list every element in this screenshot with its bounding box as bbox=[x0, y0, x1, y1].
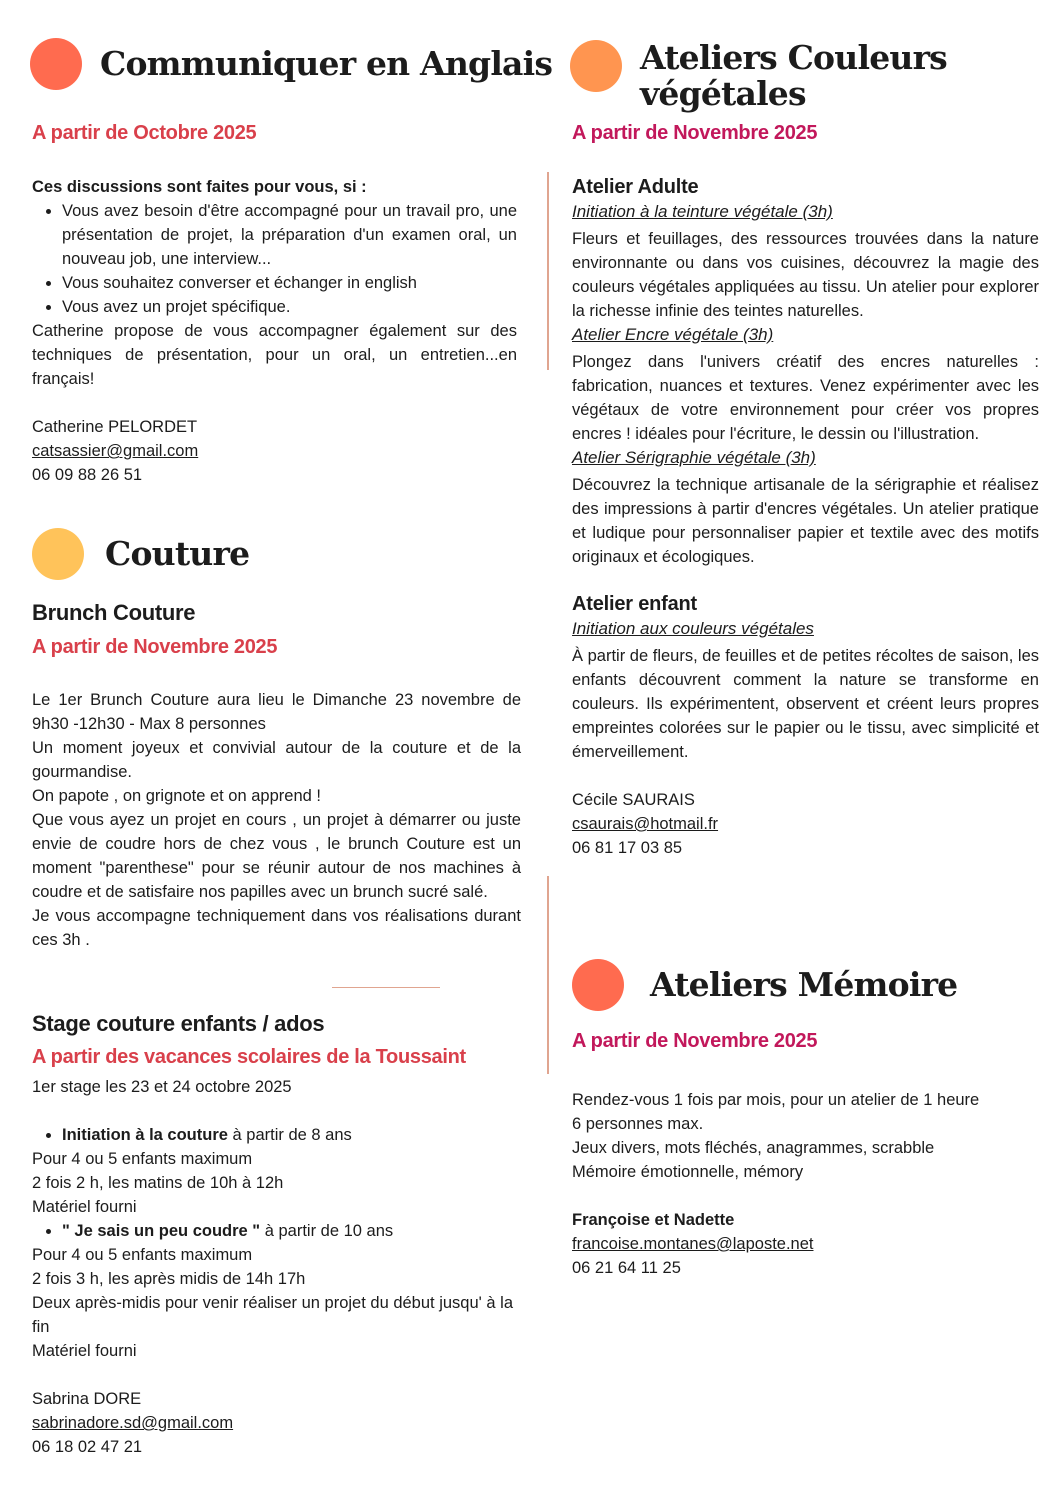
anglais-intro: Ces discussions sont faites pour vous, si : bbox=[32, 178, 367, 196]
workshop-text: Découvrez la technique artisanale de la sérigraphie et réalisez des impressions à partir d'encres végétales. Un atelier pratique et ludique pour personnaliser papier et textile avec des motifs originaux et écologiques. bbox=[572, 476, 1039, 566]
workshop-text: Plongez dans l'univers créatif des encres naturelles : fabrication, nuances et textures. Venez expérimenter avec les végétaux de votre environnement pour créer vos propres encres ! idéales pour l'écriture, le dessin ou l'illustration. bbox=[572, 353, 1039, 443]
couleurs-body bbox=[572, 174, 1039, 860]
email-link[interactable]: francoise.montanes@laposte.net bbox=[572, 1235, 814, 1253]
email-link[interactable]: sabrinadore.sd@gmail.com bbox=[32, 1414, 234, 1432]
email-link[interactable]: csaurais@hotmail.fr bbox=[572, 815, 719, 833]
vertical-rule bbox=[547, 876, 549, 1074]
contact-phone: 06 18 02 47 21 bbox=[32, 1438, 143, 1456]
email-link[interactable]: catsassier@gmail.com bbox=[32, 442, 199, 460]
anglais-title: Communiquer en Anglais bbox=[100, 44, 553, 83]
brunch-date: A partir de Novembre 2025 bbox=[32, 636, 278, 658]
memoire-date: A partir de Novembre 2025 bbox=[572, 1030, 818, 1052]
stage-date: A partir des vacances scolaires de la Toussaint bbox=[32, 1046, 466, 1068]
level1-rest: à partir de 8 ans bbox=[227, 1126, 352, 1144]
level1-line: Pour 4 ou 5 enfants maximum bbox=[32, 1150, 253, 1168]
couleurs-date: A partir de Novembre 2025 bbox=[572, 122, 818, 144]
stage-level2 bbox=[32, 1219, 521, 1243]
stage-level1 bbox=[32, 1123, 521, 1147]
memoire-title: Ateliers Mémoire bbox=[650, 965, 958, 1004]
workshop-title: Initiation à la teinture végétale (3h) bbox=[572, 202, 833, 221]
memoire-line: Jeux divers, mots fléchés, anagrammes, scrabble bbox=[572, 1139, 935, 1157]
level2-line: Matériel fourni bbox=[32, 1342, 137, 1360]
level2-line: Deux après-midis pour venir réaliser un projet du début jusqu' à la fin bbox=[32, 1294, 513, 1336]
level1-line: 2 fois 2 h, les matins de 10h à 12h bbox=[32, 1174, 284, 1192]
couture-heading bbox=[32, 528, 249, 580]
brunch-line: Que vous ayez un projet en cours , un projet à démarrer ou juste envie de coudre hors de chez vous , le brunch Couture est un moment "parenthese" pour se réunir autour de nos machines à coudre et de satisfaire nos papilles avec un brunch sucré salé. bbox=[32, 811, 521, 901]
level2-bold: " Je sais un peu coudre " bbox=[62, 1222, 261, 1240]
couleurs-title: Ateliers Couleurs végétales bbox=[640, 38, 947, 113]
coral-circle-icon bbox=[572, 959, 624, 1011]
stage-title: Stage couture enfants / ados bbox=[32, 1011, 325, 1036]
anglais-date: A partir de Octobre 2025 bbox=[32, 122, 257, 144]
stage-body bbox=[32, 1075, 521, 1459]
memoire-line: Mémoire émotionnelle, mémory bbox=[572, 1163, 804, 1181]
stage-first: 1er stage les 23 et 24 octobre 2025 bbox=[32, 1078, 292, 1096]
level1-bold: Initiation à la couture bbox=[62, 1126, 228, 1144]
contact-name: Sabrina DORE bbox=[32, 1390, 142, 1408]
list-item: • Vous avez besoin d'être accompagné pour un travail pro, une présentation de projet, la préparation d'un examen oral, un nouveau job, une interview... bbox=[62, 199, 517, 271]
memoire-line: Rendez-vous 1 fois par mois, pour un atelier de 1 heure bbox=[572, 1091, 980, 1109]
contact-phone: 06 81 17 03 85 bbox=[572, 839, 683, 857]
list-item bbox=[62, 1219, 521, 1243]
adult-title: Atelier Adulte bbox=[572, 176, 699, 198]
yellow-circle-icon bbox=[32, 528, 84, 580]
workshop-title: Initiation aux couleurs végétales bbox=[572, 619, 814, 638]
couleurs-heading bbox=[570, 40, 970, 112]
brunch-title: Brunch Couture bbox=[32, 600, 196, 625]
list-item bbox=[62, 1123, 521, 1147]
level1-line: Matériel fourni bbox=[32, 1198, 137, 1216]
level2-line: 2 fois 3 h, les après midis de 14h 17h bbox=[32, 1270, 306, 1288]
divider bbox=[332, 987, 440, 988]
couture-title: Couture bbox=[105, 534, 250, 573]
anglais-paragraph: Catherine propose de vous accompagner également sur des techniques de présentation, pour un oral, un entretien...en français! bbox=[32, 322, 517, 388]
vertical-rule bbox=[547, 172, 549, 370]
level2-line: Pour 4 ou 5 enfants maximum bbox=[32, 1246, 253, 1264]
brunch-body bbox=[32, 688, 521, 952]
anglais-heading bbox=[30, 38, 552, 90]
contact-name: Catherine PELORDET bbox=[32, 418, 198, 436]
contact-phone: 06 09 88 26 51 bbox=[32, 466, 143, 484]
workshop-title: Atelier Encre végétale (3h) bbox=[572, 325, 774, 344]
contact-name: Françoise et Nadette bbox=[572, 1211, 735, 1229]
child-title: Atelier enfant bbox=[572, 593, 698, 615]
memoire-line: 6 personnes max. bbox=[572, 1115, 704, 1133]
anglais-body bbox=[32, 175, 517, 487]
memoire-body bbox=[572, 1088, 1039, 1280]
memoire-heading bbox=[572, 959, 957, 1011]
contact-name: Cécile SAURAIS bbox=[572, 791, 695, 809]
brunch-line: Je vous accompagne techniquement dans vos réalisations durant ces 3h . bbox=[32, 907, 521, 949]
anglais-bullets bbox=[32, 199, 517, 319]
orange-circle-icon bbox=[570, 40, 622, 92]
level2-rest: à partir de 10 ans bbox=[260, 1222, 394, 1240]
workshop-text: À partir de fleurs, de feuilles et de petites récoltes de saison, les enfants découvrent comment la nature se transforme en couleurs. Ils expérimentent, observent et créent leurs propres empreintes colorées sur le papier ou le tissu, avec simplicité et émerveillement. bbox=[572, 647, 1039, 761]
brunch-line: Un moment joyeux et convivial autour de la couture et de la gourmandise. bbox=[32, 739, 521, 781]
coral-circle-icon bbox=[30, 38, 82, 90]
workshop-text: Fleurs et feuillages, des ressources trouvées dans la nature environnante ou dans vos cuisines, découvrez la magie des couleurs végétales appliquées au tissu. Un atelier pour explorer la richesse infinie des teintes naturelles. bbox=[572, 230, 1039, 320]
list-item: • Vous souhaitez converser et échanger in english bbox=[62, 271, 517, 295]
brunch-line: Le 1er Brunch Couture aura lieu le Dimanche 23 novembre de 9h30 -12h30 - Max 8 personnes bbox=[32, 691, 521, 733]
brunch-line: On papote , on grignote et on apprend ! bbox=[32, 787, 321, 805]
list-item: • Vous avez un projet spécifique. bbox=[62, 295, 517, 319]
contact-phone: 06 21 64 11 25 bbox=[572, 1259, 681, 1277]
workshop-title: Atelier Sérigraphie végétale (3h) bbox=[572, 448, 816, 467]
